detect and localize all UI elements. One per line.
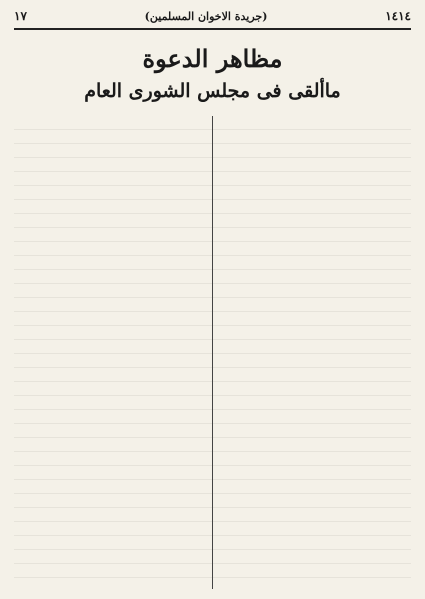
article-title: مظاهر الدعوة bbox=[142, 44, 283, 73]
column-divider bbox=[212, 116, 213, 589]
page-number-left: ١٧ bbox=[14, 9, 27, 23]
header-rule bbox=[14, 28, 411, 30]
newspaper-name: (جريدة الاخوان المسلمين) bbox=[144, 9, 268, 23]
article-subtitle: ماألقى فى مجلس الشورى العام bbox=[84, 80, 341, 102]
left-column bbox=[14, 116, 212, 589]
right-column bbox=[213, 116, 411, 589]
page-number-right: ١٤١٤ bbox=[385, 9, 411, 23]
article-columns bbox=[14, 116, 411, 589]
page-header bbox=[14, 6, 411, 26]
